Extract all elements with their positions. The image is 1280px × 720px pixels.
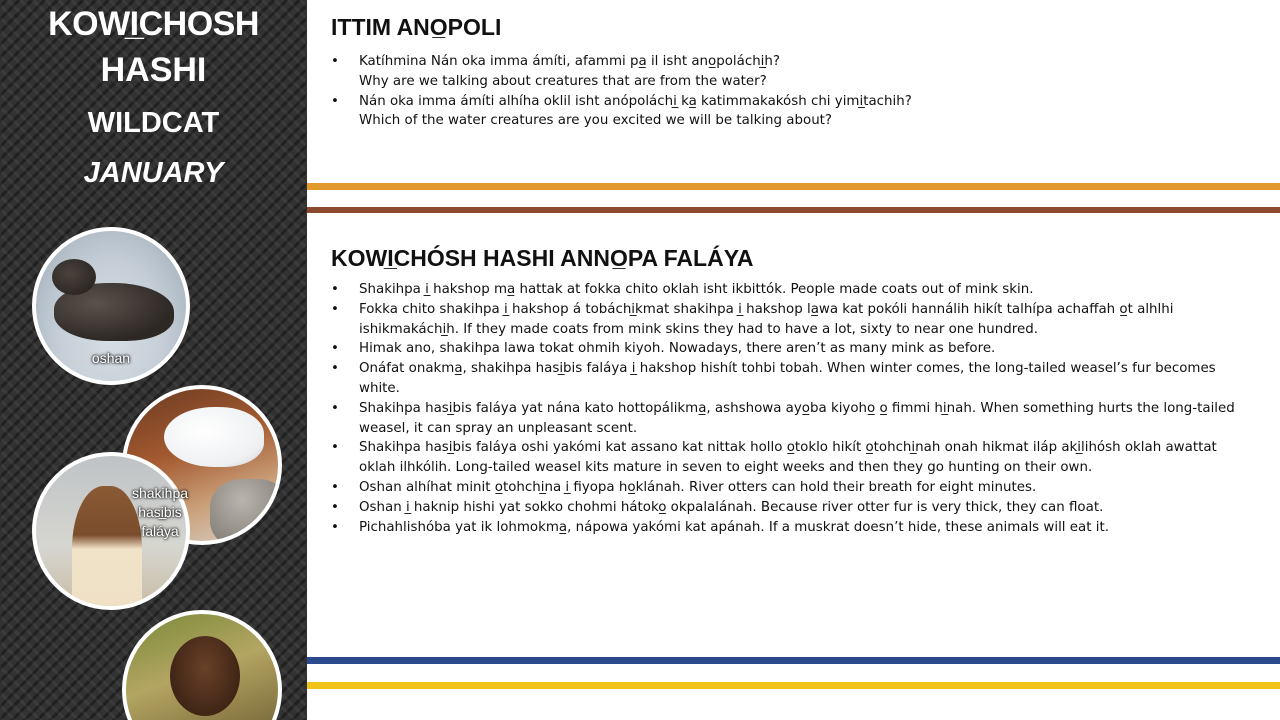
list-item	[331, 438, 1253, 478]
list-item	[331, 518, 1253, 538]
fact-text: Shakihpa hasi̲bis faláya yat nána kato hottopálikma̲, ashshowa ayo̲ba kiyoho̲ o̲ fimmi hi̲nah. When something hurts the long-tailed weasel, it can spray an unpleasant scent.	[359, 400, 1235, 436]
mink-figure	[170, 636, 240, 716]
list-item	[331, 92, 1253, 132]
english-question: Which of the water creatures are you excited we will be talking about?	[359, 113, 833, 129]
brown-divider	[307, 207, 1280, 213]
list-item	[331, 359, 1253, 399]
list-item	[331, 280, 1253, 300]
fact-text: Shakihpa i̲ hakshop ma̲ hattak at fokka chito oklah isht ikbittók. People made coats out of mink skin.	[359, 282, 1034, 297]
bullet: •	[331, 301, 339, 317]
orange-divider	[307, 183, 1280, 190]
bullet: •	[331, 499, 339, 515]
list-item	[331, 339, 1253, 359]
fact-text: Himak ano, shakihpa lawa tokat ohmih kiyoh. Nowadays, there aren’t as many mink as before.	[359, 341, 996, 357]
rock-figure	[210, 479, 282, 545]
fact-text: Pichahlishóba yat ik lohmokma̲, nápowa yakómi kat apánah. If a muskrat doesn’t hide, these animals will eat it.	[359, 519, 1109, 535]
bullet: •	[331, 479, 339, 495]
bullet: •	[331, 93, 339, 109]
animal-name: WILDCAT	[87, 107, 220, 139]
section2-list	[331, 280, 1253, 537]
bullet: •	[331, 54, 339, 69]
fact-text: Shakihpa hasi̲bis faláya oshi yakómi kat assano kat nittak hollo o̲toklo hikít o̲tohchi̲nah onah hikmat iláp aki̲lihósh oklah awattat oklah ilhkólih. Long-tailed weasel kits mature in seven to eight weeks and then they go hunting on their own.	[359, 440, 1217, 476]
chickasaw-question: Nán oka imma ámíti alhíha oklil isht anópoláchi̲ ka̲ katimmakakósh chi yimi̲tachih?	[359, 93, 912, 109]
otter-head	[52, 259, 96, 295]
section2-heading: KOWI̲CHÓSH HASHI ANNO̲PA FALÁYA	[331, 245, 754, 271]
bullet: •	[331, 400, 339, 416]
mink-photo	[122, 610, 282, 720]
fact-text: Onáfat onakma̲, shakihpa hasi̲bis faláya i̲ hakshop hishít tohbi tobah. When winter comes, the long-tailed weasel’s fur becomes white.	[359, 361, 1216, 396]
list-item	[331, 399, 1253, 439]
bullet: •	[331, 282, 339, 297]
yellow-divider	[307, 682, 1280, 689]
blue-divider	[307, 657, 1280, 664]
sidebar	[0, 0, 307, 720]
list-item	[331, 478, 1253, 498]
list-item	[331, 52, 1253, 92]
bullet: •	[331, 519, 339, 535]
bullet: •	[331, 341, 339, 357]
section1-heading: ITTIM ANO̲POLI	[331, 14, 502, 40]
list-item	[331, 498, 1253, 518]
main-content	[307, 0, 1280, 720]
fact-text: Oshan alhíhat minit o̲tohchi̲na i̲ fiyopa ho̲klánah. River otters can hold their breath for eight minutes.	[359, 479, 1037, 495]
section1-list	[331, 52, 1253, 131]
bullet: •	[331, 440, 339, 456]
white-weasel-figure	[164, 407, 264, 467]
weasel-caption: shakihpa hasi̲bis faláya	[131, 485, 189, 539]
sidebar-title-line2: HASHI	[100, 51, 207, 89]
bullet: •	[331, 361, 339, 377]
fact-text: Oshan i̲ haknip hishi yat sokko chohmi hátoko̲ okpalalánah. Because river otter fur is very thick, they can float.	[359, 499, 1104, 515]
otter-caption: oshan	[91, 350, 131, 366]
sidebar-title-line1: KOWI̲CHOSH	[48, 5, 259, 43]
otter-photo	[32, 227, 190, 385]
chickasaw-question: Katíhmina Nán oka imma ámíti, afammi pa̲ il isht ano̲poláchi̲h?	[359, 54, 780, 69]
month-label: JANUARY	[83, 157, 224, 189]
english-question: Why are we talking about creatures that are from the water?	[359, 73, 767, 89]
list-item	[331, 300, 1253, 340]
fact-text: Fokka chito shakihpa i̲ hakshop á tobáchi̲kmat shakihpa i̲ hakshop la̲wa kat pokóli hannálih hikít talhípa achaffah o̲t alhlhi ishikmakáchi̲h. If they made coats from mink skins they had to have a lot, sixty to near one hundred.	[359, 301, 1174, 337]
